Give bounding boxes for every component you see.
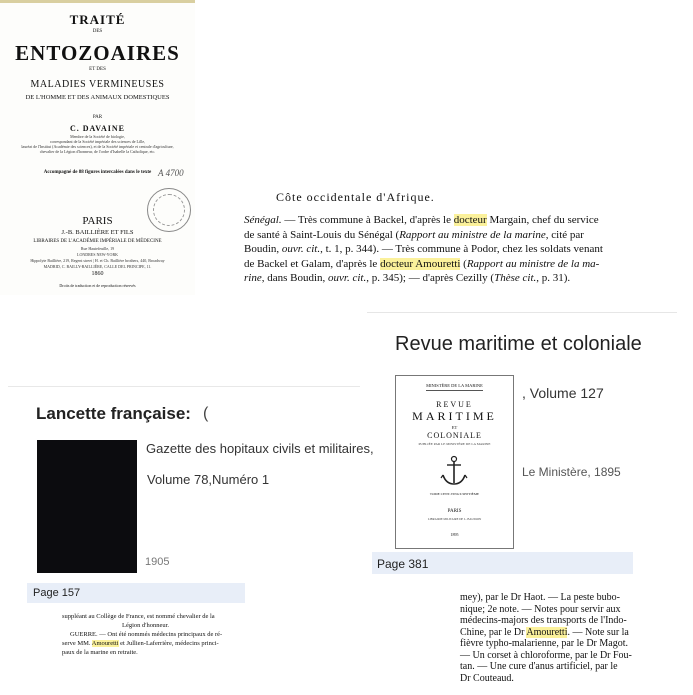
cover-rule	[426, 390, 483, 391]
title-traite: TRAITÉ	[69, 12, 126, 27]
excerpt-text	[244, 213, 614, 286]
title-cities: LONDRES NEW-YORK	[77, 252, 118, 257]
handwritten-note: A 4700	[158, 168, 184, 178]
lancette-year: 1905	[145, 556, 170, 568]
highlight-docteur-amouretti: docteur Amouretti	[380, 257, 461, 270]
lancette-title-link[interactable]: Lancette française:	[36, 404, 191, 423]
cover-imprimerie: LIBRAIRIE MILITAIRE DE L. BAUDOIN	[427, 517, 482, 521]
title-branches-2: MADRID, C. BAILLY-BAILLIÈRE, CALLE DEL PRINCIPE, 11.	[43, 264, 152, 269]
cover-year: 1895	[450, 532, 459, 537]
author-credentials-1: Membre de la Société de biologie,	[70, 134, 125, 139]
title-maladies: MALADIES VERMINEUSES	[30, 79, 165, 90]
revue-snippet: mey), par le Dr Haot. — La peste bubo- nique; 2e note. — Notes pour servir aux médecins-majors des transports de l'Indo- Chine, par le Dr Amouretti. — Note sur la fièvre typho-malarienne, par le Dr Magot. — Un corset à chloroforme, par le Dr Fou- tan. — Une cure d'anus artificiel, par le Dr Couteaud.	[460, 592, 632, 684]
excerpt-heading: Côte occidentale d'Afrique.	[276, 190, 435, 204]
excerpt-line: Boudin, ouvr. cit., t. 1, p. 344). — Très commune à Podor, chez les soldats venant	[244, 243, 603, 255]
cover-tome: TOME CENT-VINGT-SEPTIÈME	[429, 492, 480, 496]
book-cover-thumbnail[interactable]	[37, 440, 137, 573]
cover-ministere: MINISTÈRE DE LA MARINE	[426, 383, 483, 388]
title-libraires: LIBRAIRES DE L'ACADÉMIE IMPÉRIALE DE MÉDECINE	[33, 239, 162, 244]
revue-title-link[interactable]: Revue maritime et coloniale	[395, 333, 642, 355]
cover-et: ET	[451, 425, 458, 430]
title-branches-1: Hippolyte Baillière, 219, Regent street | H. et Ch. Baillière brothers, 440, Broadway	[30, 258, 165, 263]
lancette-title-paren: (	[203, 405, 209, 422]
cover-revue: REVUE	[436, 400, 473, 409]
divider	[367, 312, 677, 313]
author-credentials-3: lauréat de l'Institut (Académie des sciences), et de la Société impériale et centrale d'agriculture,	[21, 144, 174, 149]
book-main-title: ENTOZOAIRES	[15, 41, 180, 65]
cover-maritime: MARITIME	[412, 409, 497, 423]
divider	[8, 386, 360, 387]
revue-volume: , Volume 127	[522, 385, 604, 401]
title-paris: PARIS	[82, 215, 113, 227]
title-publisher: J.-B. BAILLIÈRE ET FILS	[61, 229, 134, 236]
book-title-page	[0, 0, 195, 295]
title-rights: Droits de traduction et de reproduction réservés	[59, 283, 136, 288]
lancette-snippet: suppléant au Collège de France, est nommé chevalier de la Légion d'honneur. GUERRE. — Ont été nommés médecins principaux de ré- serve MM. Amouretti et Jullien-Laferrière, médecins princi- paux de la marine en retraite.	[62, 613, 223, 656]
excerpt-line: de Backel et Galam, d'après le docteur Amouretti (Rapport au ministre de la ma-	[244, 257, 600, 270]
author-credentials-4: chevalier de la Légion d'honneur, de l'ordre d'Isabelle la Catholique, etc.	[39, 149, 156, 154]
book-author: C. DAVAINE	[69, 124, 126, 133]
highlight-amouretti: Amouretti	[526, 626, 568, 638]
revue-publisher: Le Ministère, 1895	[522, 465, 621, 479]
revue-cover-thumbnail[interactable]	[395, 375, 514, 549]
excerpt-line: de santé à Saint-Louis du Sénégal (Rapport au ministre de la marine, cité par	[244, 228, 584, 241]
title-accompagne: Accompagné de 88 figures intercalées dans le texte	[43, 170, 152, 175]
lancette-volume: Volume 78,Numéro 1	[147, 472, 270, 487]
title-address: Rue Hautefeuille, 19	[80, 246, 115, 251]
title-year: 1860	[91, 271, 104, 277]
lancette-page-label[interactable]: Page 157	[33, 587, 81, 599]
title-par: PAR	[92, 115, 103, 120]
highlight-docteur: docteur	[453, 214, 487, 226]
title-et-des: ET DES	[89, 67, 106, 72]
revue-page-label[interactable]: Page 381	[377, 557, 429, 571]
cover-subtitle: PUBLIÉE PAR LE MINISTÈRE DE LA MARINE	[418, 442, 491, 446]
title-des: DES	[92, 29, 103, 34]
anchor-icon	[440, 455, 468, 487]
cover-paris: PARIS	[447, 509, 462, 514]
lancette-subtitle: Gazette des hopitaux civils et militaires,	[146, 441, 374, 456]
excerpt-line: rine, dans Boudin, ouvr. cit., p. 345); — d'après Cezilly (Thèse cit., p. 31).	[244, 272, 571, 284]
author-credentials-2: correspondant de la Société impériale des sciences de Lille,	[49, 139, 146, 144]
title-subtitle: DE L'HOMME ET DES ANIMAUX DOMESTIQUES	[25, 94, 170, 101]
highlight-amouretti: Amouretti	[91, 640, 119, 647]
cover-coloniale: COLONIALE	[427, 431, 482, 440]
excerpt-line: Sénégal. — Très commune à Backel, d'après le docteur Margain, chef du service	[244, 214, 599, 226]
